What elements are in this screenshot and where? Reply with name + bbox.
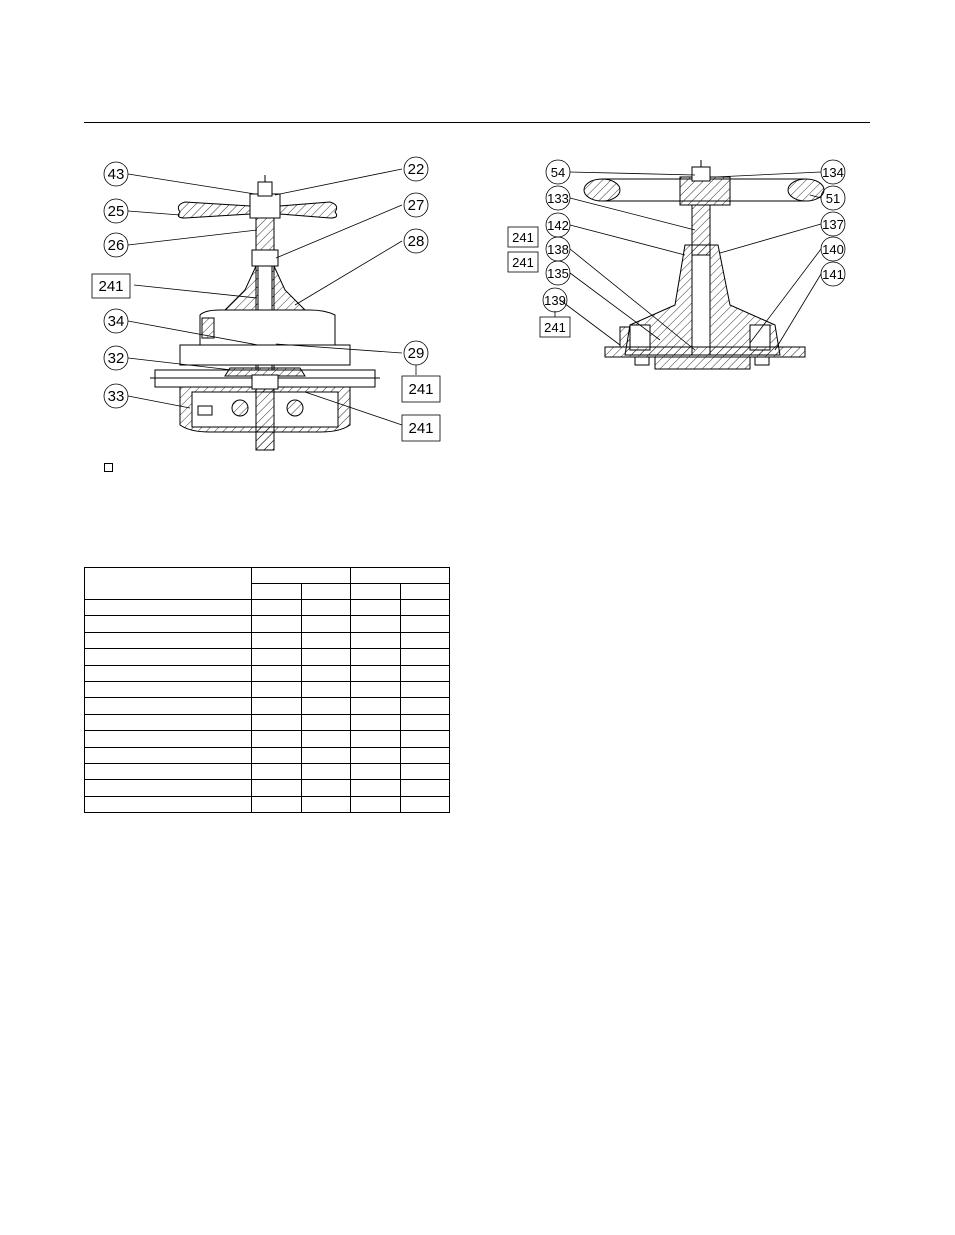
table-cell	[351, 714, 401, 730]
table-cell	[301, 665, 351, 681]
table-cell	[400, 747, 450, 763]
table-cell	[301, 649, 351, 665]
table-cell	[85, 796, 252, 812]
table-header-group	[351, 568, 450, 584]
valve-body-left	[150, 175, 380, 450]
table-cell	[252, 796, 302, 812]
callout-27: 27	[407, 197, 425, 214]
table-row	[85, 698, 450, 714]
table-cell	[85, 665, 252, 681]
table-cell	[400, 681, 450, 697]
table-cell	[400, 600, 450, 616]
callout-142: 142	[547, 218, 569, 233]
callout-133: 133	[547, 191, 569, 206]
table-header-row	[85, 568, 450, 584]
callout-134: 134	[822, 165, 844, 180]
table-row	[85, 747, 450, 763]
table-cell	[400, 796, 450, 812]
callout-141: 141	[822, 267, 844, 282]
table-cell	[400, 780, 450, 796]
table-cell	[351, 763, 401, 779]
callout-241-box: 241	[544, 320, 566, 335]
callout-138: 138	[547, 242, 569, 257]
callout-139: 139	[544, 293, 566, 308]
parts-table	[84, 567, 450, 813]
table-cell	[301, 763, 351, 779]
table-body	[85, 600, 450, 813]
table-row	[85, 600, 450, 616]
table-row	[85, 665, 450, 681]
callout-26: 26	[107, 237, 125, 254]
table-cell	[85, 632, 252, 648]
table-subheader	[351, 584, 401, 600]
table-cell	[301, 698, 351, 714]
table-row	[85, 649, 450, 665]
table-cell	[85, 600, 252, 616]
table-cell	[252, 698, 302, 714]
table-cell	[351, 665, 401, 681]
callout-43: 43	[107, 166, 125, 183]
table-row	[85, 681, 450, 697]
callout-241-box: 241	[408, 381, 434, 398]
table-row	[85, 780, 450, 796]
callout-54: 54	[550, 165, 566, 180]
callout-22: 22	[407, 161, 425, 178]
table-cell	[400, 763, 450, 779]
table-cell	[252, 665, 302, 681]
table-cell	[301, 600, 351, 616]
table-cell	[351, 731, 401, 747]
table-cell	[85, 731, 252, 747]
table-cell	[351, 681, 401, 697]
table-cell	[85, 747, 252, 763]
table-cell	[252, 714, 302, 730]
table-cell	[301, 747, 351, 763]
table-cell	[301, 731, 351, 747]
table-cell	[351, 649, 401, 665]
handwheel-body	[584, 160, 824, 369]
table-cell	[252, 649, 302, 665]
callout-241-box: 241	[512, 255, 534, 270]
table-cell	[301, 681, 351, 697]
table-row	[85, 714, 450, 730]
header-rule	[84, 122, 870, 123]
table-cell	[400, 698, 450, 714]
table-cell	[400, 649, 450, 665]
callout-140: 140	[822, 242, 844, 257]
table-cell	[301, 714, 351, 730]
table-cell	[400, 731, 450, 747]
callout-241-box: 241	[408, 420, 434, 437]
table-cell	[351, 698, 401, 714]
table-cell	[252, 616, 302, 632]
callout-51: 51	[825, 191, 841, 206]
table-subheader	[400, 584, 450, 600]
table-cell	[252, 681, 302, 697]
table-cell	[400, 665, 450, 681]
table-cell	[85, 780, 252, 796]
table-header-description	[85, 568, 252, 600]
table-cell	[85, 649, 252, 665]
table-subheader	[301, 584, 351, 600]
table-cell	[85, 681, 252, 697]
callout-34: 34	[107, 313, 125, 330]
callout-33: 33	[107, 388, 125, 405]
handwheel-assembly-drawing-right	[500, 155, 880, 375]
table-cell	[351, 600, 401, 616]
table-subheader	[252, 584, 302, 600]
table-cell	[252, 632, 302, 648]
table-cell	[252, 600, 302, 616]
table-cell	[301, 616, 351, 632]
table-cell	[252, 747, 302, 763]
table-cell	[252, 763, 302, 779]
table-cell	[85, 714, 252, 730]
table-row	[85, 763, 450, 779]
table-cell	[85, 698, 252, 714]
table-cell	[301, 780, 351, 796]
callout-29: 29	[407, 345, 425, 362]
table-cell	[351, 796, 401, 812]
callout-32: 32	[107, 350, 125, 367]
table-cell	[400, 616, 450, 632]
table-cell	[351, 616, 401, 632]
table-cell	[252, 780, 302, 796]
table-row	[85, 616, 450, 632]
table-cell	[400, 714, 450, 730]
table-cell	[85, 616, 252, 632]
table-row	[85, 796, 450, 812]
table-cell	[301, 796, 351, 812]
table-header-group	[252, 568, 351, 584]
callout-28: 28	[407, 233, 425, 250]
table-row	[85, 731, 450, 747]
legend-square-icon	[104, 463, 113, 472]
callout-137: 137	[822, 217, 844, 232]
table-cell	[351, 747, 401, 763]
callout-241-box: 241	[98, 278, 124, 295]
callout-25: 25	[107, 203, 125, 220]
table-cell	[85, 763, 252, 779]
table-cell	[252, 731, 302, 747]
valve-assembly-drawing-left	[80, 150, 460, 460]
table-cell	[400, 632, 450, 648]
table-cell	[301, 632, 351, 648]
callout-135: 135	[547, 266, 569, 281]
table-cell	[351, 780, 401, 796]
table-cell	[351, 632, 401, 648]
table-row	[85, 632, 450, 648]
callout-241-box: 241	[512, 230, 534, 245]
